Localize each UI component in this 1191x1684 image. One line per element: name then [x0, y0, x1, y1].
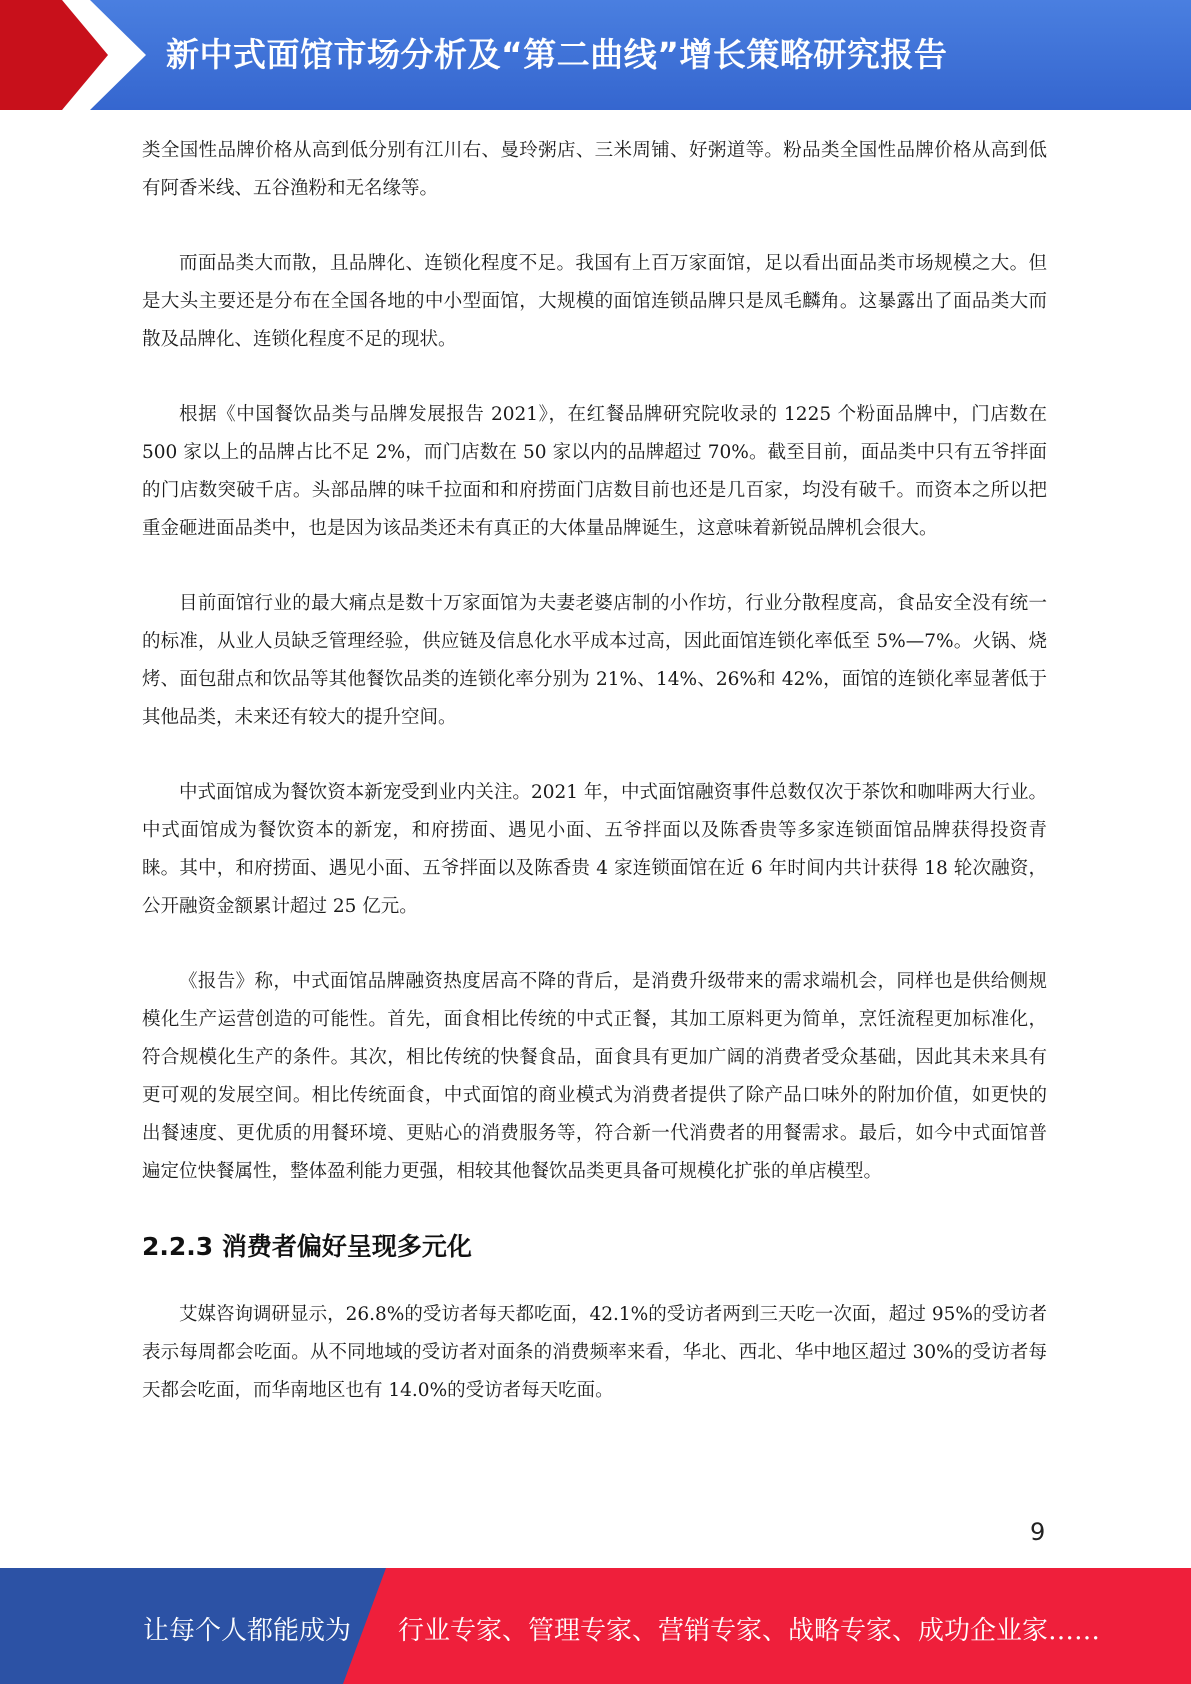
report-title: 新中式面馆市场分析及“第二曲线”增长策略研究报告	[166, 35, 948, 74]
page-header-banner	[0, 0, 1191, 110]
page-number: 9	[1030, 1518, 1046, 1546]
footer-slogan-left: 让每个人都能成为	[143, 1616, 352, 1646]
paragraph-continuation: 类全国性品牌价格从高到低分别有江川右、曼玲粥店、三米周铺、好粥道等。粉品类全国性品牌价格从高到低有阿香米线、五谷渔粉和无名缘等。	[142, 140, 1047, 199]
paragraph-consumer-survey: 艾媒咨询调研显示，26.8%的受访者每天都吃面，42.1%的受访者两到三天吃一次面，超过 95%的受访者表示每周都会吃面。从不同地域的受访者对面条的消费频率来看，华北、西北、华中地区超过 30%的受访者每天都会吃面，而华南地区也有 14.0%的受访者每天吃面。	[142, 1304, 1047, 1401]
section-heading: 2.2.3 消费者偏好呈现多元化	[142, 1232, 472, 1261]
footer-slogan-right: 行业专家、管理专家、营销专家、战略专家、成功企业家……	[398, 1616, 1101, 1646]
document-body	[142, 132, 1047, 1410]
paragraph-investment: 中式面馆成为餐饮资本新宠受到业内关注。2021 年，中式面馆融资事件总数仅次于茶饮和咖啡两大行业。中式面馆成为餐饮资本的新宠，和府捞面、遇见小面、五爷拌面以及陈香贵等多家连锁面馆品牌获得投资青睐。其中，和府捞面、遇见小面、五爷拌面以及陈香贵 4 家连锁面馆在近 6 年时间内共计获得 18 轮次融资，公开融资金额累计超过 25 亿元。	[142, 782, 1047, 917]
paragraph-noodle-category: 而面品类大而散，且品牌化、连锁化程度不足。我国有上百万家面馆，足以看出面品类市场规模之大。但是大头主要还是分布在全国各地的中小型面馆，大规模的面馆连锁品牌只是凤毛麟角。这暴露出了面品类大而散及品牌化、连锁化程度不足的现状。	[142, 253, 1047, 350]
paragraph-report-analysis: 《报告》称，中式面馆品牌融资热度居高不降的背后，是消费升级带来的需求端机会，同样也是供给侧规模化生产运营创造的可能性。首先，面食相比传统的中式正餐，其加工原料更为简单，烹饪流程更加标准化，符合规模化生产的条件。其次，相比传统的快餐食品，面食具有更加广阔的消费者受众基础，因此其未来具有更可观的发展空间。相比传统面食，中式面馆的商业模式为消费者提供了除产品口味外的附加价值，如更快的出餐速度、更优质的用餐环境、更贴心的消费服务等，符合新一代消费者的用餐需求。最后，如今中式面馆普遍定位快餐属性，整体盈利能力更强，相较其他餐饮品类更具备可规模化扩张的单店模型。	[142, 971, 1047, 1182]
paragraph-industry-pain-point: 目前面馆行业的最大痛点是数十万家面馆为夫妻老婆店制的小作坊，行业分散程度高，食品安全没有统一的标准，从业人员缺乏管理经验，供应链及信息化水平成本过高，因此面馆连锁化率低至 5%—7%。火锅、烧烤、面包甜点和饮品等其他餐饮品类的连锁化率分别为 21%、14%、26%和 42%，面馆的连锁化率显著低于其他品类，未来还有较大的提升空间。	[142, 593, 1047, 728]
page-footer-banner	[0, 1568, 1191, 1684]
paragraph-brand-report: 根据《中国餐饮品类与品牌发展报告 2021》，在红餐品牌研究院收录的 1225 个粉面品牌中，门店数在 500 家以上的品牌占比不足 2%，而门店数在 50 家以内的品牌超过 70%。截至目前，面品类中只有五爷拌面的门店数突破千店。头部品牌的味千拉面和和府捞面门店数目前也还是几百家，均没有破千。而资本之所以把重金砸进面品类中，也是因为该品类还未有真正的大体量品牌诞生，这意味着新锐品牌机会很大。	[142, 404, 1047, 539]
